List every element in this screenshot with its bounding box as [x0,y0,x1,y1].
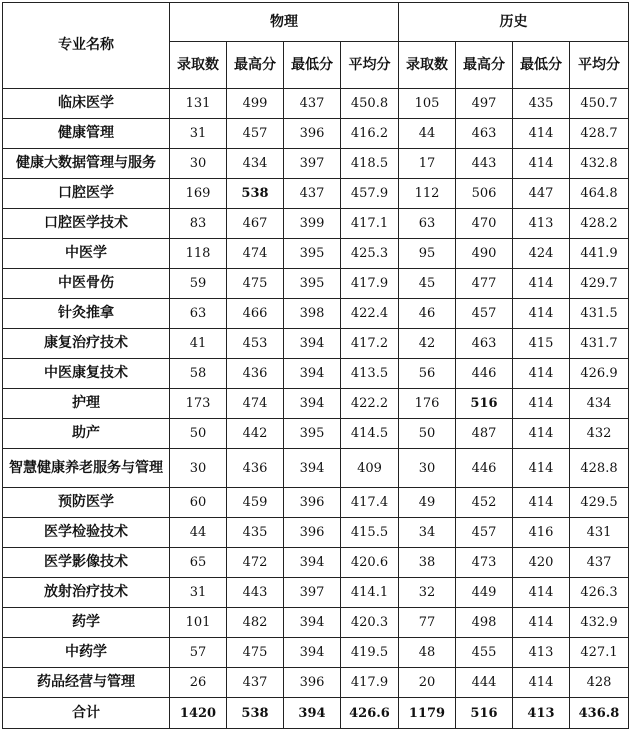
physics-avg-cell: 419.5 [341,638,399,668]
history-min-cell: 447 [513,179,570,209]
history-admitted-header: 录取数 [399,42,456,89]
table-row [3,419,629,449]
physics-min-cell: 394 [284,359,341,389]
physics-admitted-cell: 30 [170,449,227,488]
history-avg-cell: 431 [570,518,629,548]
physics-max-cell: 443 [227,578,284,608]
history-min-cell: 414 [513,389,570,419]
table-row [3,488,629,518]
history-avg-cell: 427.1 [570,638,629,668]
physics-min-cell: 394 [284,608,341,638]
history-max-cell: 498 [456,608,513,638]
table-row [3,89,629,119]
table-row [3,668,629,698]
history-admitted-cell: 30 [399,449,456,488]
physics-admitted-cell: 83 [170,209,227,239]
physics-admitted-cell: 41 [170,329,227,359]
physics-max-cell: 436 [227,449,284,488]
physics-max-cell: 436 [227,359,284,389]
history-max-cell: 487 [456,419,513,449]
history-admitted-cell: 176 [399,389,456,419]
history-min-cell: 413 [513,209,570,239]
total-row [3,698,629,729]
physics-admitted-cell: 65 [170,548,227,578]
physics-admitted-cell: 58 [170,359,227,389]
major-name: 药学 [3,608,170,638]
history-admitted-cell: 17 [399,149,456,179]
history-admitted-cell: 38 [399,548,456,578]
major-name: 助产 [3,419,170,449]
physics-min-cell: 395 [284,239,341,269]
major-name: 医学检验技术 [3,518,170,548]
major-name: 放射治疗技术 [3,578,170,608]
history-admitted-cell: 50 [399,419,456,449]
total-label: 合计 [3,698,170,729]
physics-max-cell: 457 [227,119,284,149]
physics-avg-cell: 422.2 [341,389,399,419]
physics-avg-cell: 426.6 [341,698,399,729]
history-admitted-cell: 63 [399,209,456,239]
physics-min-cell: 396 [284,668,341,698]
history-max-cell: 490 [456,239,513,269]
history-min-header: 最低分 [513,42,570,89]
history-avg-cell: 450.7 [570,89,629,119]
physics-max-cell: 442 [227,419,284,449]
history-admitted-cell: 32 [399,578,456,608]
history-avg-cell: 441.9 [570,239,629,269]
major-name: 护理 [3,389,170,419]
history-max-cell: 463 [456,119,513,149]
physics-min-cell: 397 [284,149,341,179]
physics-min-cell: 394 [284,638,341,668]
physics-admitted-cell: 57 [170,638,227,668]
history-max-cell: 497 [456,89,513,119]
table-row [3,608,629,638]
physics-avg-cell: 417.4 [341,488,399,518]
history-min-cell: 416 [513,518,570,548]
history-max-cell: 506 [456,179,513,209]
physics-avg-cell: 457.9 [341,179,399,209]
physics-avg-cell: 414.5 [341,419,399,449]
table-row [3,269,629,299]
physics-min-cell: 396 [284,518,341,548]
history-max-header: 最高分 [456,42,513,89]
history-min-cell: 414 [513,419,570,449]
history-group-header: 历史 [399,3,629,42]
physics-avg-cell: 417.1 [341,209,399,239]
history-admitted-cell: 20 [399,668,456,698]
physics-min-cell: 399 [284,209,341,239]
history-max-cell: 463 [456,329,513,359]
history-avg-cell: 429.7 [570,269,629,299]
history-admitted-cell: 112 [399,179,456,209]
physics-min-cell: 397 [284,578,341,608]
history-max-cell: 455 [456,638,513,668]
physics-max-cell: 459 [227,488,284,518]
physics-min-cell: 396 [284,119,341,149]
history-avg-cell: 431.5 [570,299,629,329]
history-max-cell: 516 [456,389,513,419]
history-min-cell: 413 [513,638,570,668]
physics-admitted-cell: 1420 [170,698,227,729]
physics-admitted-cell: 26 [170,668,227,698]
physics-admitted-header: 录取数 [170,42,227,89]
history-max-cell: 446 [456,449,513,488]
physics-admitted-cell: 30 [170,149,227,179]
history-avg-cell: 431.7 [570,329,629,359]
physics-avg-cell: 422.4 [341,299,399,329]
history-admitted-cell: 48 [399,638,456,668]
history-max-cell: 516 [456,698,513,729]
history-min-cell: 414 [513,449,570,488]
table-row [3,638,629,668]
physics-admitted-cell: 31 [170,119,227,149]
history-avg-cell: 434 [570,389,629,419]
physics-avg-header: 平均分 [341,42,399,89]
table-row [3,239,629,269]
major-name: 智慧健康养老服务与管理 [3,449,170,488]
physics-admitted-cell: 173 [170,389,227,419]
physics-max-cell: 466 [227,299,284,329]
physics-min-cell: 394 [284,389,341,419]
physics-min-cell: 394 [284,548,341,578]
physics-avg-cell: 450.8 [341,89,399,119]
history-avg-cell: 428.7 [570,119,629,149]
physics-admitted-cell: 131 [170,89,227,119]
history-avg-cell: 437 [570,548,629,578]
history-avg-cell: 432.8 [570,149,629,179]
physics-max-cell: 475 [227,269,284,299]
table-row [3,329,629,359]
history-avg-header: 平均分 [570,42,629,89]
physics-admitted-cell: 31 [170,578,227,608]
history-min-cell: 415 [513,329,570,359]
history-avg-cell: 428.2 [570,209,629,239]
major-name: 口腔医学技术 [3,209,170,239]
physics-max-cell: 474 [227,239,284,269]
physics-admitted-cell: 59 [170,269,227,299]
major-name: 针灸推拿 [3,299,170,329]
physics-avg-cell: 414.1 [341,578,399,608]
major-name: 药品经营与管理 [3,668,170,698]
table-row [3,209,629,239]
history-max-cell: 452 [456,488,513,518]
table-row [3,299,629,329]
history-avg-cell: 429.5 [570,488,629,518]
physics-min-cell: 394 [284,329,341,359]
history-avg-cell: 464.8 [570,179,629,209]
table-row [3,518,629,548]
history-avg-cell: 436.8 [570,698,629,729]
table-row [3,578,629,608]
history-admitted-cell: 34 [399,518,456,548]
physics-admitted-cell: 44 [170,518,227,548]
physics-min-cell: 437 [284,179,341,209]
history-admitted-cell: 95 [399,239,456,269]
table-row [3,359,629,389]
history-min-cell: 420 [513,548,570,578]
major-name-header: 专业名称 [3,3,170,89]
physics-avg-cell: 409 [341,449,399,488]
table-row [3,119,629,149]
history-min-cell: 414 [513,488,570,518]
history-admitted-cell: 45 [399,269,456,299]
physics-admitted-cell: 60 [170,488,227,518]
history-min-cell: 414 [513,668,570,698]
physics-max-cell: 538 [227,698,284,729]
major-name: 临床医学 [3,89,170,119]
history-admitted-cell: 44 [399,119,456,149]
physics-avg-cell: 420.3 [341,608,399,638]
table-row [3,548,629,578]
history-avg-cell: 428 [570,668,629,698]
history-max-cell: 449 [456,578,513,608]
physics-min-cell: 395 [284,269,341,299]
physics-max-cell: 437 [227,668,284,698]
history-min-cell: 414 [513,359,570,389]
history-min-cell: 414 [513,608,570,638]
physics-avg-cell: 417.9 [341,668,399,698]
major-name: 健康大数据管理与服务 [3,149,170,179]
history-min-cell: 424 [513,239,570,269]
history-min-cell: 413 [513,698,570,729]
physics-max-cell: 467 [227,209,284,239]
history-admitted-cell: 46 [399,299,456,329]
table-row [3,389,629,419]
major-name: 中药学 [3,638,170,668]
physics-avg-cell: 418.5 [341,149,399,179]
physics-avg-cell: 417.2 [341,329,399,359]
history-max-cell: 446 [456,359,513,389]
table-row [3,449,629,488]
history-min-cell: 414 [513,149,570,179]
history-min-cell: 435 [513,89,570,119]
physics-admitted-cell: 169 [170,179,227,209]
history-avg-cell: 426.3 [570,578,629,608]
history-max-cell: 457 [456,299,513,329]
physics-max-cell: 472 [227,548,284,578]
physics-avg-cell: 417.9 [341,269,399,299]
history-admitted-cell: 77 [399,608,456,638]
history-max-cell: 477 [456,269,513,299]
table-row [3,149,629,179]
physics-max-cell: 538 [227,179,284,209]
major-name: 口腔医学 [3,179,170,209]
physics-max-cell: 435 [227,518,284,548]
history-avg-cell: 428.8 [570,449,629,488]
physics-min-cell: 396 [284,488,341,518]
history-max-cell: 443 [456,149,513,179]
history-max-cell: 473 [456,548,513,578]
major-name: 健康管理 [3,119,170,149]
history-max-cell: 457 [456,518,513,548]
physics-avg-cell: 425.3 [341,239,399,269]
history-min-cell: 414 [513,299,570,329]
physics-max-cell: 474 [227,389,284,419]
history-max-cell: 444 [456,668,513,698]
physics-min-cell: 437 [284,89,341,119]
major-name: 医学影像技术 [3,548,170,578]
history-admitted-cell: 105 [399,89,456,119]
table-row [3,179,629,209]
physics-max-cell: 453 [227,329,284,359]
physics-admitted-cell: 118 [170,239,227,269]
history-min-cell: 414 [513,578,570,608]
physics-avg-cell: 420.6 [341,548,399,578]
history-avg-cell: 432.9 [570,608,629,638]
physics-avg-cell: 413.5 [341,359,399,389]
physics-group-header: 物理 [170,3,399,42]
physics-min-cell: 394 [284,449,341,488]
physics-max-cell: 475 [227,638,284,668]
physics-admitted-cell: 63 [170,299,227,329]
physics-min-cell: 395 [284,419,341,449]
physics-max-cell: 499 [227,89,284,119]
history-admitted-cell: 49 [399,488,456,518]
physics-max-cell: 434 [227,149,284,179]
physics-avg-cell: 416.2 [341,119,399,149]
physics-min-cell: 394 [284,698,341,729]
history-max-cell: 470 [456,209,513,239]
history-min-cell: 414 [513,119,570,149]
history-admitted-cell: 1179 [399,698,456,729]
major-name: 中医康复技术 [3,359,170,389]
history-avg-cell: 426.9 [570,359,629,389]
history-admitted-cell: 56 [399,359,456,389]
physics-avg-cell: 415.5 [341,518,399,548]
history-admitted-cell: 42 [399,329,456,359]
major-name: 中医骨伤 [3,269,170,299]
major-name: 中医学 [3,239,170,269]
history-min-cell: 414 [513,269,570,299]
major-name: 预防医学 [3,488,170,518]
physics-admitted-cell: 50 [170,419,227,449]
admission-scores-table [2,2,629,729]
physics-admitted-cell: 101 [170,608,227,638]
physics-min-header: 最低分 [284,42,341,89]
physics-max-cell: 482 [227,608,284,638]
physics-min-cell: 398 [284,299,341,329]
history-avg-cell: 432 [570,419,629,449]
physics-max-header: 最高分 [227,42,284,89]
major-name: 康复治疗技术 [3,329,170,359]
